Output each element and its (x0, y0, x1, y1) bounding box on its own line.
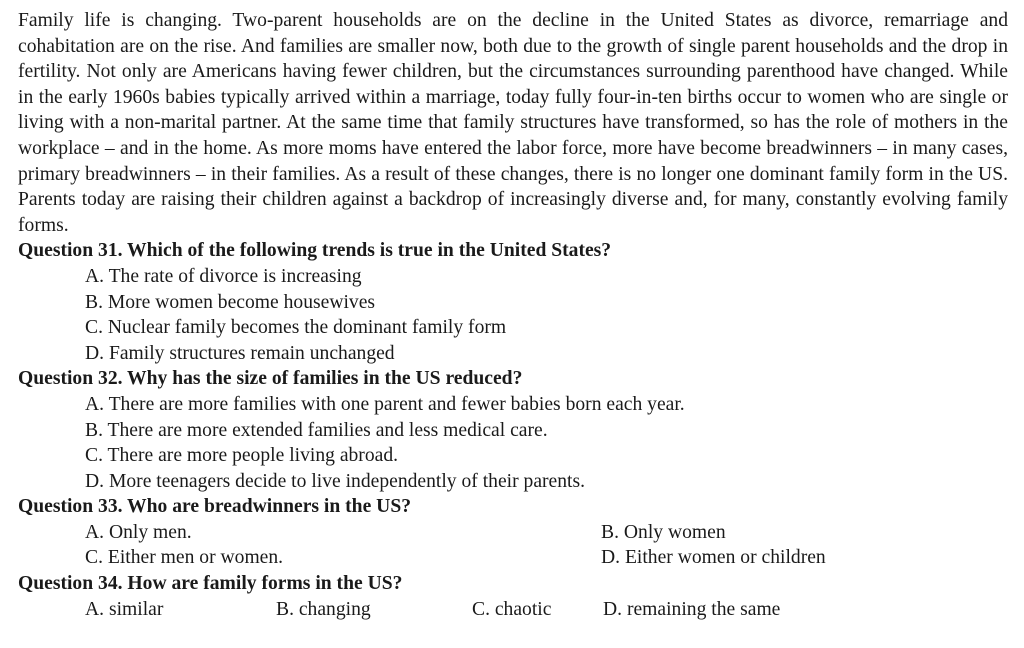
option-c: C. chaotic (472, 598, 552, 620)
question-stem: Question 31. Which of the following trends is true in the United States? (18, 240, 612, 262)
option-c: C. Either men or women. (85, 547, 284, 569)
option-c: C. Nuclear family becomes the dominant family form (85, 317, 507, 339)
option-b: B. More women become housewives (85, 291, 376, 313)
option-c: C. There are more people living abroad. (85, 445, 399, 467)
question-stem: Question 32. Why has the size of families in the US reduced? (18, 368, 523, 390)
option-d: D. Either women or children (601, 547, 826, 569)
reading-passage: Family life is changing. Two-parent households are on the decline in the United States as divorce, remarriage and cohabitation are on the rise. And families are smaller now, both due to the growth of single parent households and the drop in fertility. Not only are Americans having fewer children, but the circumstances surrounding parenthood have changed. While in the early 1960s babies typically arrived within a marriage, today fully four-in-ten births occur to women who are single or living with a non-marital partner. At the same time that family structures have transformed, so has the role of mothers in the workplace – and in the home. As more moms have entered the labor force, more have become breadwinners – in many cases, primary breadwinners – in their families. As a result of these changes, there is no longer one dominant family form in the US. Parents today are raising their children against a backdrop of increasingly diverse and, for many, constantly evolving family forms. (18, 10, 1008, 236)
answer-options (18, 597, 1008, 623)
option-a: A. Only men. (85, 521, 192, 543)
question-32 (18, 366, 1008, 494)
question-34 (18, 571, 1008, 622)
option-a: A. The rate of divorce is increasing (85, 265, 362, 287)
option-b: B. Only women (601, 521, 726, 543)
option-a: A. There are more families with one parent and fewer babies born each year. (85, 393, 685, 415)
answer-options (18, 520, 1008, 571)
question-stem: Question 34. How are family forms in the US? (18, 573, 403, 595)
option-d: D. Family structures remain unchanged (85, 342, 395, 364)
option-d: D. remaining the same (603, 598, 781, 620)
option-b: B. There are more extended families and less medical care. (85, 419, 548, 441)
question-31 (18, 238, 1008, 366)
option-b: B. changing (276, 598, 371, 620)
question-33 (18, 494, 1008, 571)
option-d: D. More teenagers decide to live independently of their parents. (85, 470, 586, 492)
answer-options (18, 264, 1008, 366)
option-a: A. similar (85, 598, 164, 620)
answer-options (18, 392, 1008, 494)
question-stem: Question 33. Who are breadwinners in the US? (18, 496, 412, 518)
